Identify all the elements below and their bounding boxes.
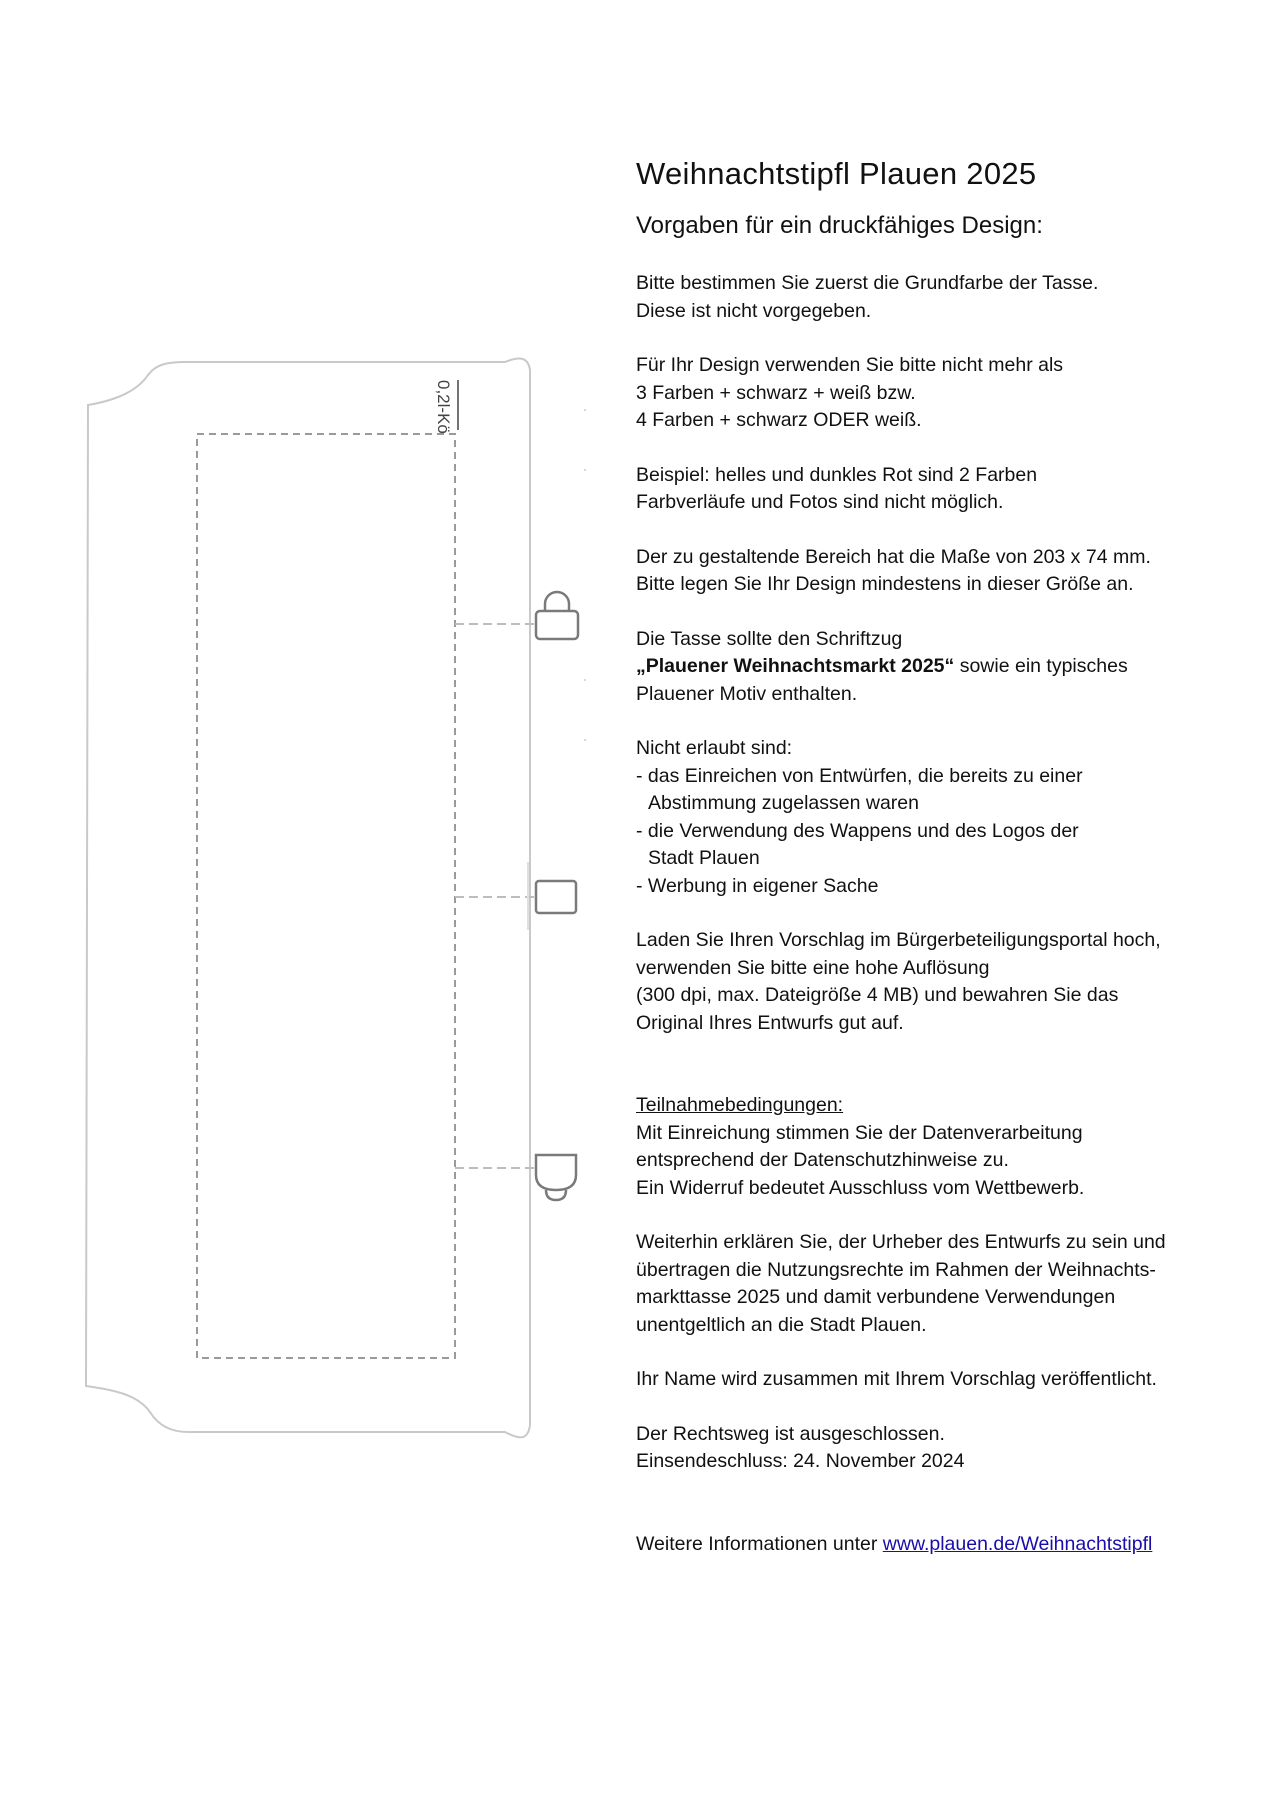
example-paragraph (636, 462, 1236, 517)
deadline-line: Einsendeschluss: 24. November 2024 (636, 1450, 965, 1472)
text-line: unentgeltlich an die Stadt Plauen. (636, 1313, 927, 1336)
list-item: - Werbung in eigener Sache (636, 874, 879, 897)
text-line: übertragen die Nutzungsrechte im Rahmen der Weihnachts- (636, 1258, 1156, 1281)
text-line: verwenden Sie bitte eine hohe Auflösung (636, 956, 990, 979)
text-line: entsprechend der Datenschutzhinweise zu. (636, 1149, 1009, 1171)
page-subtitle: Vorgaben für ein druckfähiges Design: (636, 212, 1043, 239)
text-line (636, 1531, 1236, 1559)
handle-marker-hook-icon (536, 1155, 576, 1200)
text-line: Ein Widerruf bedeutet Ausschluss vom Wettbewerb. (636, 1176, 1085, 1199)
text-line: Plauener Motiv enthalten. (636, 682, 858, 705)
list-item: Abstimmung zugelassen waren (648, 792, 919, 814)
text-line: markttasse 2025 und damit verbundene Verwendungen (636, 1286, 1116, 1308)
handle-marker-square-icon (536, 881, 576, 913)
list-item: - die Verwendung des Wappens und des Logos der (636, 819, 1079, 842)
text-line: 4 Farben + schwarz ODER weiß. (636, 409, 922, 431)
not-allowed-heading: Nicht erlaubt sind: (636, 737, 793, 759)
mug-print-template (0, 0, 620, 1500)
text-line: Original Ihres Entwurfs gut auf. (636, 1011, 904, 1034)
text-line: Mit Einreichung stimmen Sie der Datenverarbeitung (636, 1121, 1083, 1144)
more-info-paragraph (636, 1531, 1236, 1559)
rights-paragraph (636, 1229, 1236, 1339)
text-line: Laden Sie Ihren Vorschlag im Bürgerbeteiligungsportal hoch, (636, 929, 1161, 951)
required-lettering: „Plauener Weihnachtsmarkt 2025“ (636, 655, 955, 677)
print-area (197, 434, 455, 1358)
base-color-paragraph (636, 270, 1236, 325)
text-line (636, 653, 1236, 681)
list-item: - das Einreichen von Entwürfen, die bereits zu einer (636, 764, 1083, 787)
text-line: Diese ist nicht vorgegeben. (636, 299, 872, 322)
text-line: Bitte legen Sie Ihr Design mindestens in dieser Größe an. (636, 573, 1134, 595)
text-line: Beispiel: helles und dunkles Rot sind 2 Farben (636, 463, 1038, 486)
more-info-link[interactable]: www.plauen.de/Weihnachtstipfl (882, 1532, 1153, 1555)
conditions-heading: Teilnahmebedingungen: (636, 1094, 844, 1116)
text-line: Die Tasse sollte den Schriftzug (636, 627, 903, 650)
text-line: Der zu gestaltende Bereich hat die Maße von 203 x 74 mm. (636, 545, 1151, 568)
instructions-column (636, 150, 1236, 1558)
text-line: Weiterhin erklären Sie, der Urheber des Entwurfs zu sein und (636, 1231, 1166, 1253)
lettering-paragraph (636, 626, 1236, 709)
text-line: Der Rechtsweg ist ausgeschlossen. (636, 1422, 945, 1445)
text-line: Ihr Name wird zusammen mit Ihrem Vorschlag veröffentlicht. (636, 1368, 1157, 1390)
page-title: Weihnachtstipfl Plauen 2025 (636, 156, 1037, 191)
handle-marker-lock-icon (536, 592, 578, 639)
text-line: Farbverläufe und Fotos sind nicht möglich. (636, 491, 1004, 513)
text-fragment: sowie ein typisches (954, 655, 1128, 677)
list-item: Stadt Plauen (648, 847, 760, 869)
not-allowed-paragraph (636, 735, 1236, 900)
publication-paragraph (636, 1366, 1236, 1394)
colors-paragraph (636, 352, 1236, 435)
legal-paragraph (636, 1421, 1236, 1476)
area-paragraph (636, 544, 1236, 599)
conditions-paragraph (636, 1092, 1236, 1202)
text-line: (300 dpi, max. Dateigröße 4 MB) und bewahren Sie das (636, 984, 1119, 1006)
more-info-prefix: Weitere Informationen unter (636, 1532, 883, 1555)
upload-paragraph (636, 927, 1236, 1037)
template-label: 0,2l-Kö (434, 380, 453, 434)
text-line: Bitte bestimmen Sie zuerst die Grundfarbe der Tasse. (636, 272, 1099, 294)
text-line: Für Ihr Design verwenden Sie bitte nicht mehr als (636, 354, 1064, 376)
text-line: 3 Farben + schwarz + weiß bzw. (636, 381, 916, 404)
